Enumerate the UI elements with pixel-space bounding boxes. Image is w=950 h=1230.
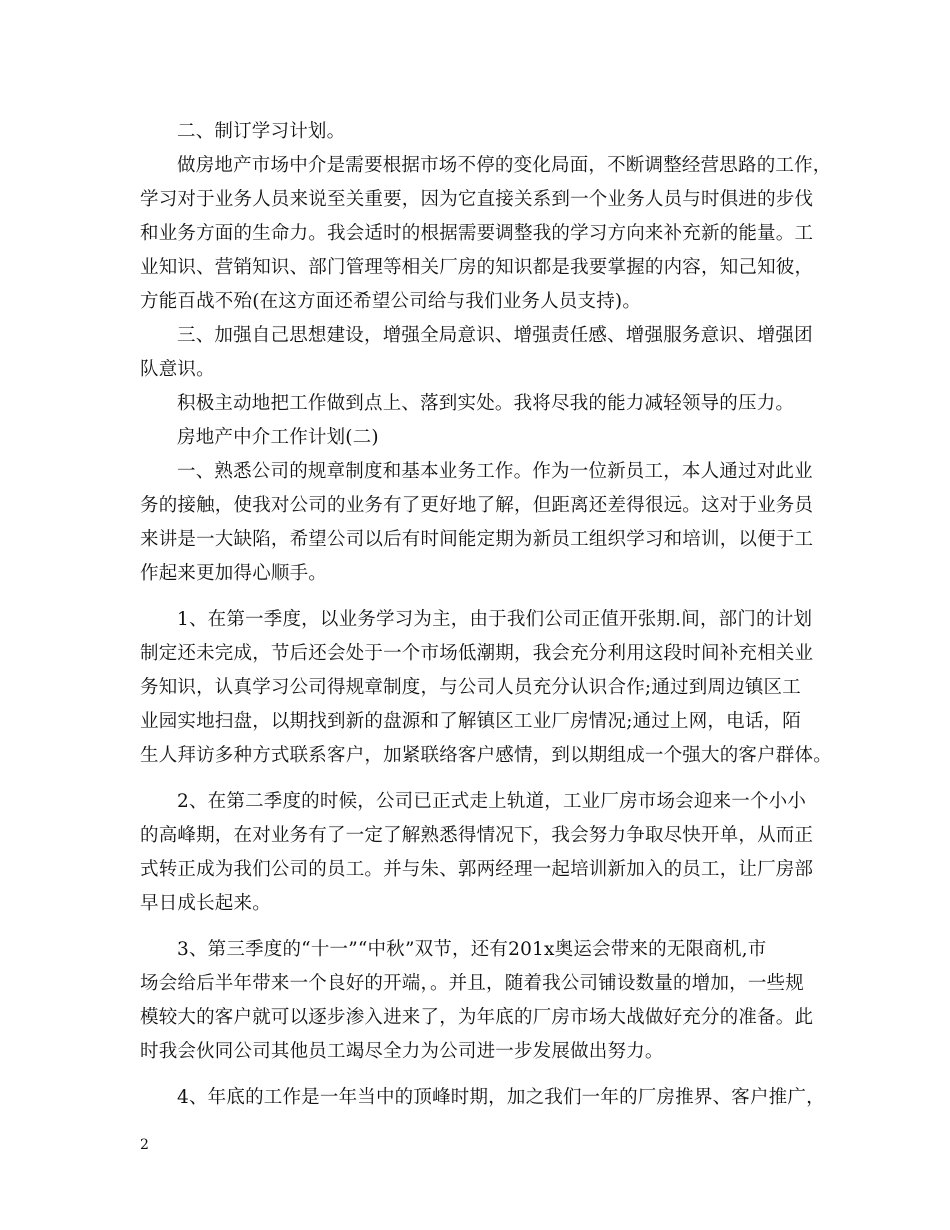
text-line: 方能百战不殆(在这方面还希望公司给与我们业务人员支持)。 (140, 291, 642, 312)
text-line: 时我会伙同公司其他员工竭尽全力为公司进一步发展做出努力。 (140, 1041, 664, 1062)
text-line: 积极主动地把工作做到点上、落到实处。我将尽我的能力减轻领导的压力。 (177, 393, 795, 414)
text-line: 制定还未完成，节后还会处于一个市场低潮期，我会充分利用这段时间补充相关业 (140, 643, 814, 664)
text-line: 场会给后半年带来一个良好的开端，。并且，随着我公司铺设数量的增加，一些规 (140, 973, 804, 994)
text-line: 队意识。 (140, 359, 215, 380)
text-line: 业知识、营销知识、部门管理等相关厂房的知识都是我要掌握的内容，知己知彼， (140, 257, 814, 278)
text-line: 做房地产市场中介是需要根据市场不停的变化局面，不断调整经营思路的工作， (177, 155, 832, 176)
text-line: 模较大的客户就可以逐步渗入进来了，为年底的厂房市场大战做好充分的准备。此 (140, 1007, 814, 1028)
text-line: 式转正成为我们公司的员工。并与朱、郭两经理一起培训新加入的员工，让厂房部 (140, 859, 814, 880)
text-line: 务知识，认真学习公司得规章制度，与公司人员充分认识合作;通过到周边镇区工 (140, 677, 801, 698)
text-line: 来讲是一大缺陷，希望公司以后有时间能定期为新员工组织学习和培训，以便于工 (140, 529, 814, 550)
text-line: 的高峰期，在对业务有了一定了解熟悉得情况下，我会努力争取尽快开单，从而正 (140, 825, 814, 846)
section-heading: 房地产中介工作计划(二) (177, 427, 379, 448)
text-line: 早日成长起来。 (140, 893, 271, 914)
text-line: 2、在第二季度的时候，公司已正式走上轨道，工业厂房市场会迎来一个小小 (177, 791, 807, 812)
text-line: 一、熟悉公司的规章制度和基本业务工作。作为一位新员工，本人通过对此业 (177, 461, 813, 482)
text-line: 3、第三季度的“十一”“中秋”双节，还有201x奥运会带来的无限商机,市 (177, 939, 767, 960)
text-line: 作起来更加得心顺手。 (140, 563, 328, 584)
text-line: 4、年底的工作是一年当中的顶峰时期，加之我们一年的厂房推界、客户推广， (177, 1087, 825, 1108)
text-line: 学习对于业务人员来说至关重要，因为它直接关系到一个业务人员与时俱进的步伐 (140, 189, 814, 210)
text-line: 1、在第一季度，以业务学习为主，由于我们公司正值开张期.间，部门的计划 (177, 609, 813, 630)
text-line: 二、制订学习计划。 (177, 121, 346, 142)
text-line: 三、加强自己思想建设，增强全局意识、增强责任感、增强服务意识、增强团 (177, 325, 813, 346)
text-line: 生人拜访多种方式联系客户，加紧联络客户感情，到以期组成一个强大的客户群体。 (140, 745, 832, 766)
page-number: 2 (140, 1137, 149, 1153)
text-line: 务的接触，使我对公司的业务有了更好地了解，但距离还差得很远。这对于业务员 (140, 495, 814, 516)
text-line: 和业务方面的生命力。我会适时的根据需要调整我的学习方向来补充新的能量。工 (140, 223, 814, 244)
text-line: 业园实地扫盘，以期找到新的盘源和了解镇区工业厂房情况;通过上网，电话，陌 (140, 711, 801, 732)
